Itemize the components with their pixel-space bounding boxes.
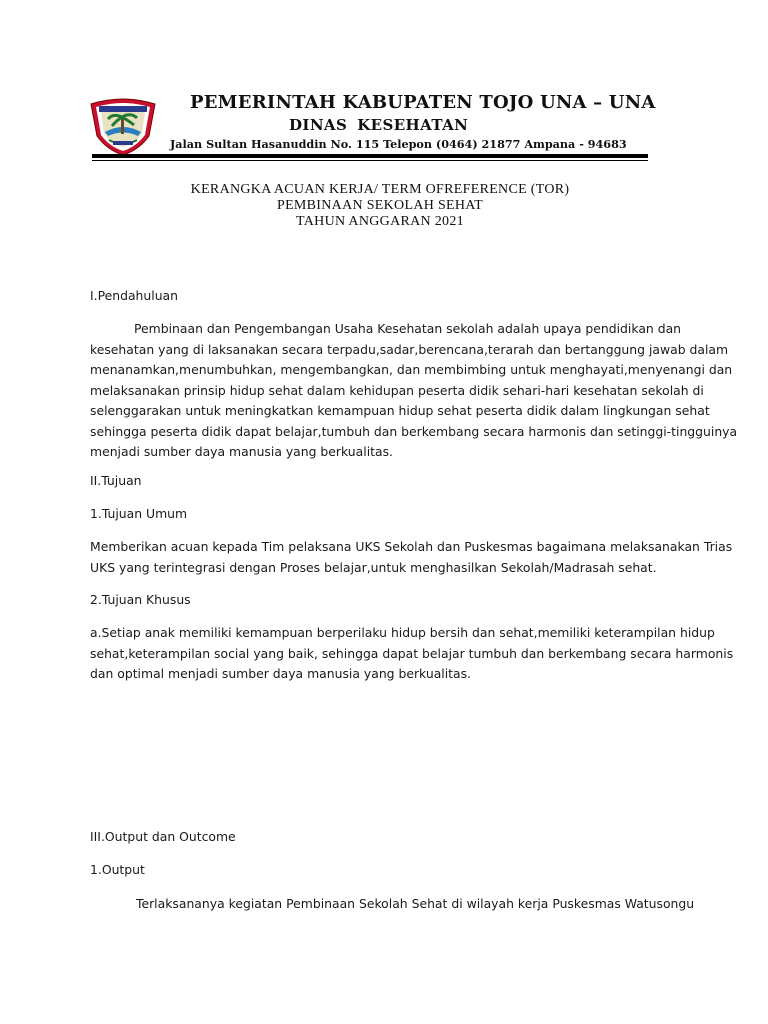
paragraph-line: Memberikan acuan kepada Tim pelaksana UKS Sekolah dan Puskesmas bagaimana melaksanakan Trias bbox=[90, 539, 733, 554]
department-name bbox=[289, 116, 468, 134]
title-line-1: KERANGKA ACUAN KERJA/ TERM OFREFERENCE (TOR) bbox=[190, 182, 570, 197]
paragraph-line: Pembinaan dan Pengembangan Usaha Kesehatan sekolah adalah upaya pendidikan dan bbox=[134, 321, 682, 336]
regency-emblem-icon bbox=[89, 96, 157, 156]
department-word-2: KESEHATAN bbox=[357, 116, 469, 134]
title-line-3: TAHUN ANGGARAN 2021 bbox=[296, 214, 464, 229]
department-word-1: DINAS bbox=[289, 116, 348, 134]
document-title bbox=[90, 182, 670, 230]
subheading-general-goal: 1.Tujuan Umum bbox=[90, 506, 188, 521]
specific-goal-paragraph bbox=[90, 623, 734, 685]
paragraph-line: sehingga peserta didik dapat belajar,tumbuh dan berkembang secara harmonis dan setinggi-tingguinya bbox=[90, 423, 738, 439]
title-line-2: PEMBINAAN SEKOLAH SEHAT bbox=[276, 198, 484, 213]
section-heading-goals: II.Tujuan bbox=[90, 473, 142, 488]
general-goal-paragraph bbox=[90, 537, 733, 578]
letterhead-divider-thin bbox=[92, 160, 648, 161]
paragraph-line: kesehatan yang di laksanakan secara terpadu,sadar,berencana,terarah dan bertanggung jawab dalam bbox=[90, 341, 729, 357]
office-address: Jalan Sultan Hasanuddin No. 115 Telepon (0464) 21877 Ampana - 94683 bbox=[170, 137, 627, 151]
subheading-specific-goal: 2.Tujuan Khusus bbox=[90, 592, 191, 607]
institution-name: PEMERINTAH KABUPATEN TOJO UNA – UNA bbox=[190, 92, 656, 113]
output-paragraph: Terlaksananya kegiatan Pembinaan Sekolah Sehat di wilayah kerja Puskesmas Watusongu bbox=[136, 896, 695, 911]
paragraph-line: menjadi sumber daya manusia yang berkualitas. bbox=[90, 444, 393, 459]
paragraph-line: UKS yang terintegrasi dengan Proses belajar,untuk menghasilkan Sekolah/Madrasah sehat. bbox=[90, 559, 657, 575]
paragraph-line: a.Setiap anak memiliki kemampuan berperilaku hidup bersih dan sehat,memiliki keterampilan hidup bbox=[90, 625, 715, 640]
section-heading-output-outcome: III.Output dan Outcome bbox=[90, 829, 236, 844]
introduction-paragraph bbox=[90, 319, 738, 463]
paragraph-line: melaksanakan prinsip hidup sehat dalam kehidupan peserta didik sehari-hari kesehatan sekolah di bbox=[90, 382, 704, 398]
subheading-output: 1.Output bbox=[90, 862, 145, 877]
paragraph-line: menanamkan,menumbuhkan, mengembangkan, dan membimbing untuk menghayati,menyenangi dan bbox=[90, 362, 733, 377]
paragraph-line: selenggarakan untuk meningkatkan kemampuan hidup sehat peserta didik dalam lingkungan sehat bbox=[90, 403, 710, 418]
paragraph-line: sehat,keterampilan social yang baik, sehingga dapat belajar tumbuh dan berkembang secara harmonis bbox=[90, 645, 734, 661]
paragraph-line: dan optimal menjadi sumber daya manusia yang berkualitas. bbox=[90, 666, 472, 681]
letterhead-divider-thick bbox=[92, 154, 648, 158]
section-heading-introduction: I.Pendahuluan bbox=[90, 288, 179, 303]
